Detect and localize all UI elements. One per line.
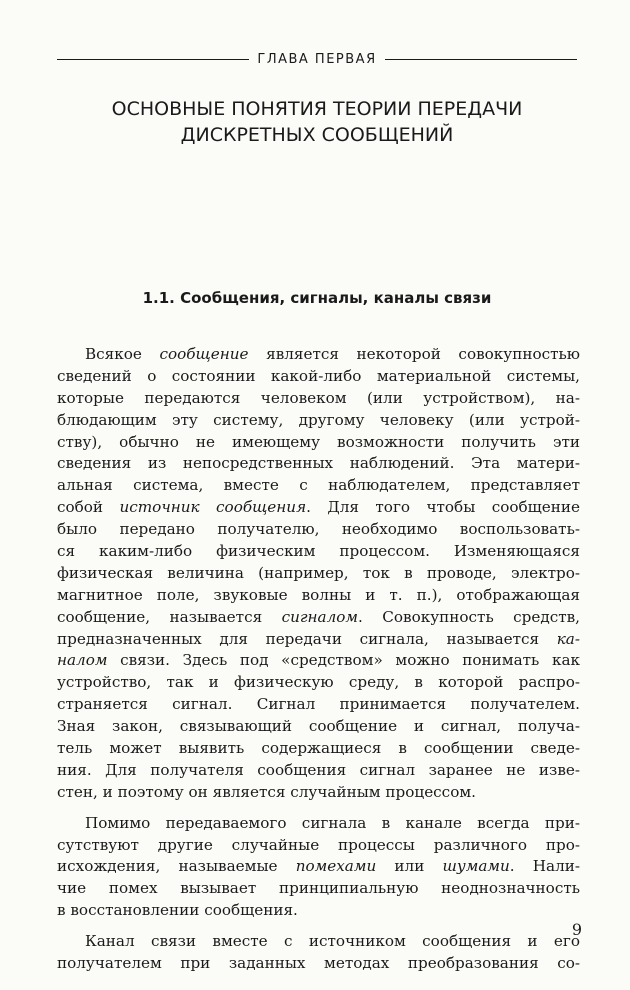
- text-line: сведений о состоянии какой-либо материальной системы,: [57, 366, 580, 385]
- text-line: было передано получателю, необходимо воспользовать-: [57, 520, 580, 539]
- text-line: Зная закон, связывающий сообщение и сигнал, получа-: [57, 717, 580, 736]
- text-line: ству), обычно не имеющему возможности получить эти: [57, 432, 580, 451]
- section-title: 1.1. Сообщения, сигналы, каналы связи: [142, 289, 492, 307]
- chapter-title: [57, 96, 577, 148]
- text-line: чие помех вызывает принципиальную неоднозначность: [57, 879, 580, 898]
- emphasized-term: налом: [57, 651, 108, 670]
- running-header: [57, 50, 577, 68]
- text-line: магнитное поле, звуковые волны и т. п.), отображающая: [57, 585, 580, 604]
- emphasized-term: помехами: [295, 857, 377, 876]
- emphasized-term: ка-: [556, 629, 580, 648]
- text-line: в восстановлении сообщения.: [57, 901, 298, 920]
- text-line: тель может выявить содержащиеся в сообщении сведе-: [57, 739, 580, 758]
- text-line: собой источник сообщения. Для того чтобы сообщение: [57, 498, 580, 517]
- text-line: сведения из непосредственных наблюдений. Эта матери-: [57, 454, 580, 473]
- text-line: Канал связи вместе с источником сообщения и его: [85, 932, 580, 951]
- text-line: Помимо передаваемого сигнала в канале всегда при-: [85, 813, 580, 832]
- text-line: налом связи. Здесь под «средством» можно понимать как: [57, 651, 580, 670]
- text-line: получателем при заданных методах преобразования со-: [57, 954, 580, 973]
- emphasized-term: сигналом: [281, 607, 359, 626]
- text-line: стен, и поэтому он является случайным процессом.: [57, 782, 476, 801]
- chapter-title-line: ДИСКРЕТНЫХ СООБЩЕНИЙ: [180, 124, 454, 146]
- chapter-label: ГЛАВА ПЕРВАЯ: [257, 51, 377, 67]
- text-line: блюдающим эту систему, другому человеку (или устрой-: [57, 410, 580, 429]
- emphasized-term: сообщение: [159, 345, 249, 363]
- text-line: сообщение, называется сигналом. Совокупность средств,: [57, 607, 580, 626]
- emphasized-term: источник сообщения: [119, 498, 307, 517]
- paragraph: [57, 344, 580, 804]
- text-line: физическая величина (например, ток в проводе, электро-: [57, 563, 580, 582]
- text-line: страняется сигнал. Сигнал принимается получателем.: [57, 695, 580, 714]
- text-line: сутствуют другие случайные процессы различного про-: [57, 835, 580, 854]
- text-line: ния. Для получателя сообщения сигнал заранее не изве-: [57, 760, 580, 779]
- text-line: предназначенных для передачи сигнала, называется ка-: [57, 629, 580, 648]
- text-line: исхождения, называемые помехами или шумами. Нали-: [57, 857, 580, 876]
- text-line: ся каким-либо физическим процессом. Изменяющаяся: [57, 542, 580, 561]
- paragraph-gap: [57, 804, 580, 813]
- text-line: альная система, вместе с наблюдателем, представляет: [57, 476, 580, 495]
- header-rule-right: [385, 59, 577, 60]
- paragraph: [57, 931, 580, 975]
- text-line: Всякое сообщение является некоторой совокупностью: [85, 345, 580, 363]
- text-line: устройство, так и физическую среду, в которой распро-: [57, 673, 580, 692]
- chapter-title-line: ОСНОВНЫЕ ПОНЯТИЯ ТЕОРИИ ПЕРЕДАЧИ: [111, 98, 523, 120]
- emphasized-term: шумами: [442, 857, 510, 876]
- paragraph: [57, 813, 580, 922]
- page-number: 9: [571, 920, 582, 939]
- body-text: [57, 344, 580, 975]
- header-rule-left: [57, 59, 249, 60]
- paragraph-gap: [57, 922, 580, 931]
- text-line: которые передаются человеком (или устройством), на-: [57, 388, 580, 407]
